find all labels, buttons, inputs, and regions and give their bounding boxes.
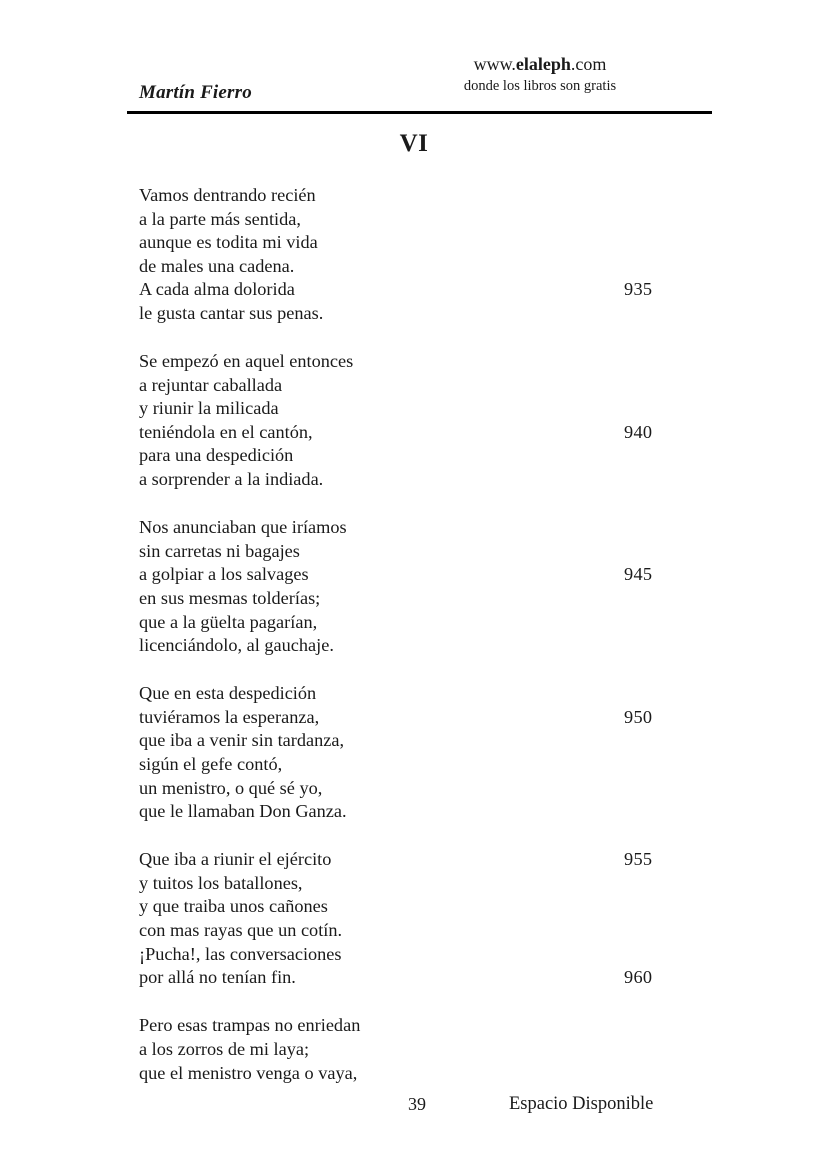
- verse-text: aunque es todita mi vida: [139, 232, 318, 253]
- verse-line-number: 950: [624, 706, 653, 727]
- verse-text: Que iba a riunir el ejército: [139, 849, 332, 870]
- verse-line-number: 940: [624, 421, 653, 442]
- verse-line: [139, 587, 699, 611]
- verse-line: [139, 516, 699, 540]
- verse-text: y riunir la milicada: [139, 398, 279, 419]
- verse-text: que iba a venir sin tardanza,: [139, 730, 345, 751]
- verse-text: y tuitos los batallones,: [139, 872, 303, 893]
- verse-line: [139, 800, 699, 824]
- page-header: [127, 52, 712, 108]
- page-number: 39: [408, 1094, 426, 1114]
- stanza: [139, 516, 699, 658]
- footer-note: Espacio Disponible: [509, 1094, 654, 1114]
- verse-text: en sus mesmas tolderías;: [139, 587, 321, 608]
- verse-text: Nos anunciaban que iríamos: [139, 517, 347, 538]
- verse-line: [139, 468, 699, 492]
- verse-text: y que traiba unos cañones: [139, 896, 328, 917]
- stanza: [139, 848, 699, 990]
- verse-text: A cada alma dolorida: [139, 279, 295, 300]
- verse-text: Pero esas trampas no enriedan: [139, 1015, 361, 1036]
- verse-text: sigún el gefe contó,: [139, 753, 283, 774]
- verse-line-number: 955: [624, 849, 653, 870]
- verse-text: a los zorros de mi laya;: [139, 1038, 310, 1059]
- verse-text: por allá no tenían fin.: [139, 967, 296, 988]
- stanza: [139, 682, 699, 824]
- verse-line: [139, 350, 699, 374]
- verse-line: [139, 872, 699, 896]
- verse-line: [139, 374, 699, 398]
- verse-line: [139, 706, 699, 730]
- header-divider: [127, 111, 712, 114]
- stanza: [139, 1014, 699, 1085]
- verse-line: [139, 943, 699, 967]
- site-url-suffix: .com: [570, 54, 607, 74]
- verse-line: [139, 1014, 699, 1038]
- verse-text: tuviéramos la esperanza,: [139, 706, 320, 727]
- verse-line-number: 945: [624, 564, 653, 585]
- site-tagline: donde los libros son gratis: [463, 78, 617, 94]
- verse-line: [139, 278, 699, 302]
- site-url-brand: elaleph: [515, 54, 571, 74]
- verse-text: teniéndola en el cantón,: [139, 421, 313, 442]
- verse-line: [139, 1062, 699, 1086]
- verse-line: [139, 895, 699, 919]
- verse-text: sin carretas ni bagajes: [139, 540, 300, 561]
- verse-text: a rejuntar caballada: [139, 374, 283, 395]
- site-url: [370, 52, 710, 76]
- poem-body: [139, 184, 699, 1110]
- book-title: Martín Fierro: [139, 82, 252, 103]
- verse-text: le gusta cantar sus penas.: [139, 302, 324, 323]
- verse-text: a golpiar a los salvages: [139, 564, 309, 585]
- verse-line: [139, 777, 699, 801]
- verse-text: de males una cadena.: [139, 255, 295, 276]
- verse-line: [139, 184, 699, 208]
- verse-line: [139, 397, 699, 421]
- verse-text: que el menistro venga o vaya,: [139, 1062, 358, 1083]
- verse-text: Se empezó en aquel entonces: [139, 351, 354, 372]
- verse-text: que le llamaban Don Ganza.: [139, 801, 347, 822]
- verse-line: [139, 1038, 699, 1062]
- verse-text: Que en esta despedición: [139, 683, 317, 704]
- publisher-block: [370, 52, 710, 96]
- stanza: [139, 350, 699, 492]
- verse-line: [139, 444, 699, 468]
- verse-line: [139, 421, 699, 445]
- page-footer: [0, 1094, 828, 1124]
- verse-text: para una despedición: [139, 445, 294, 466]
- verse-line: [139, 231, 699, 255]
- verse-line: [139, 302, 699, 326]
- verse-line: [139, 634, 699, 658]
- chapter-numeral: VI: [399, 130, 429, 157]
- verse-line: [139, 966, 699, 990]
- verse-text: a sorprender a la indiada.: [139, 469, 324, 490]
- verse-text: un menistro, o qué sé yo,: [139, 777, 323, 798]
- stanza: [139, 184, 699, 326]
- verse-text: Vamos dentrando recién: [139, 185, 316, 205]
- verse-line: [139, 729, 699, 753]
- verse-line-number: 960: [624, 967, 653, 988]
- verse-line: [139, 563, 699, 587]
- verse-line: [139, 848, 699, 872]
- verse-line: [139, 255, 699, 279]
- verse-text: que a la güelta pagarían,: [139, 611, 318, 632]
- verse-line: [139, 611, 699, 635]
- verse-text: con mas rayas que un cotín.: [139, 920, 343, 941]
- verse-line: [139, 540, 699, 564]
- verse-text: licenciándolo, al gauchaje.: [139, 635, 334, 656]
- verse-line: [139, 682, 699, 706]
- verse-text: a la parte más sentida,: [139, 208, 301, 229]
- verse-text: ¡Pucha!, las conversaciones: [139, 943, 342, 964]
- verse-line: [139, 919, 699, 943]
- verse-line: [139, 208, 699, 232]
- verse-line-number: 935: [624, 279, 653, 300]
- site-url-prefix: www.: [473, 54, 516, 74]
- verse-line: [139, 753, 699, 777]
